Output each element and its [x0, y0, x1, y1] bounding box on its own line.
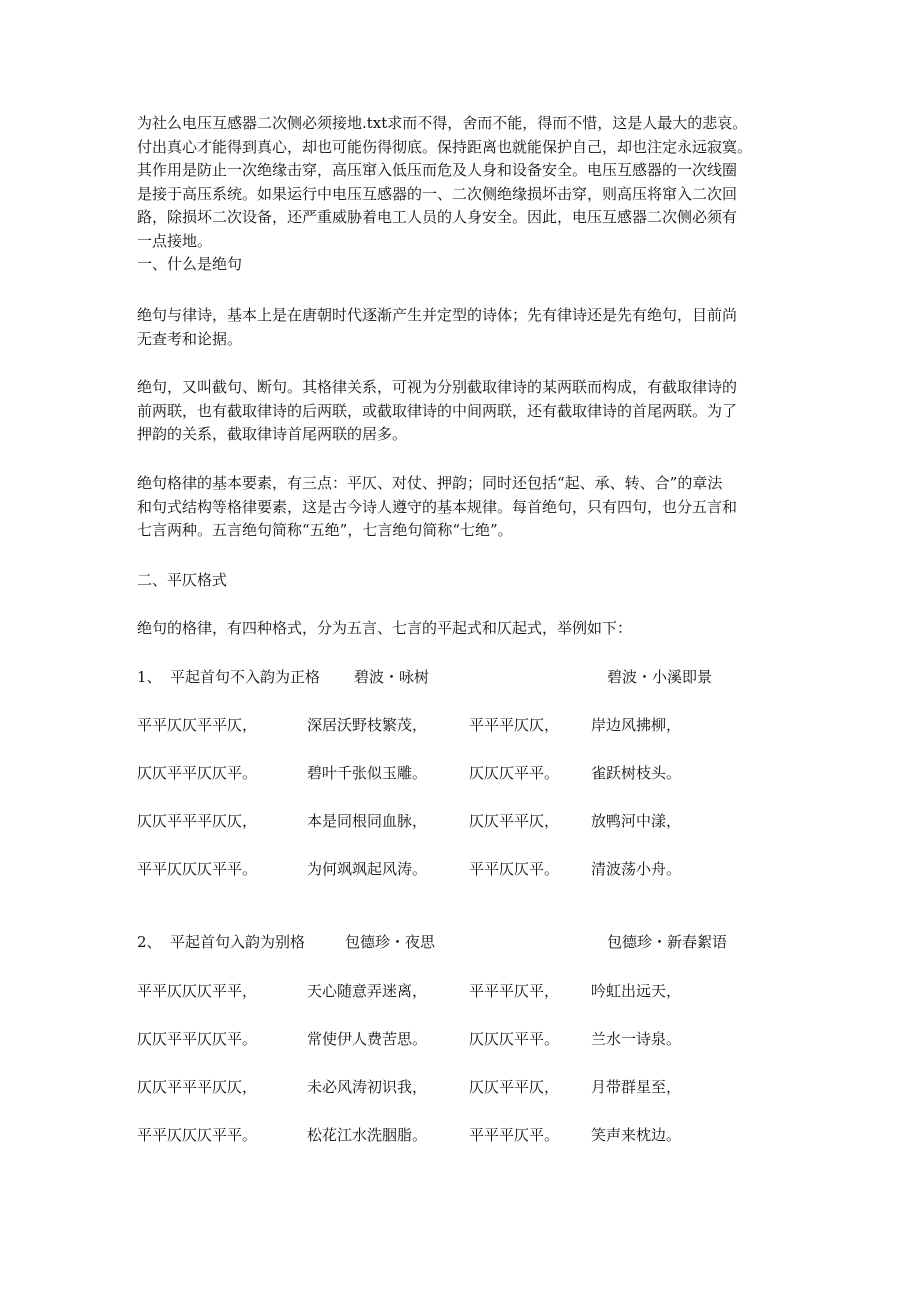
pattern1-number: 1、 — [137, 668, 162, 686]
pattern1-header — [0, 665, 920, 689]
tone-pattern-5: 仄仄仄平平。 — [469, 764, 560, 782]
poem-line-5: 雀跃树枝头。 — [591, 764, 682, 782]
intro-line: 路，除损坏二次设备，还严重威胁着电工人员的人身安全。因此，电压互感器二次侧必须有 — [137, 208, 738, 226]
poem-line-5: 清波荡小舟。 — [591, 860, 682, 878]
pattern2-row — [0, 1123, 920, 1147]
poem-line-7: 深居沃野枝繁茂， — [307, 716, 428, 734]
section2-intro: 绝句的格律，有四种格式，分为五言、七言的平起式和仄起式，举例如下： — [137, 619, 633, 637]
section1-heading: 一、什么是绝句 — [137, 255, 243, 273]
poem-line-5: 岸边风拂柳， — [591, 716, 682, 734]
section2-heading: 二、平仄格式 — [137, 571, 228, 589]
tone-pattern-7: 仄仄平平仄仄平。 — [137, 764, 258, 782]
tone-pattern-7: 平平仄仄仄平平。 — [137, 1126, 258, 1144]
pattern2-row — [0, 979, 920, 1003]
intro-line: 一点接地。 — [137, 231, 213, 250]
intro-line: 是接于高压系统。如果运行中电压互感器的一、二次侧绝缘损坏击穿，则高压将窜入二次回 — [137, 184, 738, 203]
pattern2-row — [0, 1027, 920, 1051]
poem-line-7: 天心随意弄迷离， — [307, 982, 428, 1000]
section1-paragraph-3 — [137, 472, 792, 543]
poem-line-5: 月带群星至， — [591, 1078, 682, 1096]
poem-line-5: 笑声来枕边。 — [591, 1126, 682, 1144]
intro-line: 付出真心才能得到真心，却也可能伤得彻底。保持距离也就能保护自己，却也注定永远寂寞。 — [137, 137, 753, 156]
tone-pattern-7: 仄仄平平仄仄平。 — [137, 1030, 258, 1048]
paragraph-line: 和句式结构等格律要素，这是古今诗人遵守的基本规律。每首绝句，只有四句，也分五言和 — [137, 497, 738, 516]
section1-paragraph-2 — [137, 376, 792, 447]
tone-pattern-7: 仄仄平平平仄仄， — [137, 1078, 258, 1096]
poem-line-5: 放鸭河中漾， — [591, 812, 682, 830]
pattern2-header — [0, 930, 920, 954]
paragraph-line: 绝句格律的基本要素，有三点：平仄、对仗、押韵；同时还包括“起、承、转、合”的章法 — [137, 474, 723, 492]
tone-pattern-7: 仄仄平平平仄仄， — [137, 812, 258, 830]
pattern1-row — [0, 761, 920, 785]
poem-line-7: 松花江水洗胭脂。 — [307, 1126, 428, 1144]
pattern2-row — [0, 1075, 920, 1099]
poem-line-7: 常使伊人费苦思。 — [307, 1030, 428, 1048]
tone-pattern-5: 平平平仄平， — [469, 982, 560, 1000]
tone-pattern-5: 仄仄平平仄， — [469, 812, 560, 830]
intro-line: 为社么电压互感器二次侧必须接地.txt求而不得，舍而不能，得而不惜，这是人最大的悲哀。 — [137, 114, 748, 132]
tone-pattern-5: 平平仄仄平。 — [469, 860, 560, 878]
pattern1-row — [0, 857, 920, 881]
paragraph-line: 无查考和论据。 — [137, 329, 243, 348]
tone-pattern-5: 仄仄仄平平。 — [469, 1030, 560, 1048]
pattern1-row — [0, 713, 920, 737]
paragraph-line: 绝句，又叫截句、断句。其格律关系，可视为分别截取律诗的某两联而构成，有截取律诗的 — [137, 378, 738, 396]
poem-line-5: 吟虹出远天， — [591, 982, 682, 1000]
tone-pattern-5: 平平平仄仄， — [469, 716, 560, 734]
pattern2-title: 平起首句入韵为别格 — [170, 933, 306, 951]
tone-pattern-5: 平平平仄平。 — [469, 1126, 560, 1144]
poem-line-7: 为何飒飒起风涛。 — [307, 860, 428, 878]
poem-line-5: 兰水一诗泉。 — [591, 1030, 682, 1048]
poem-line-7: 未必风涛初识我， — [307, 1078, 428, 1096]
pattern1-poem2-title: 碧波・小溪即景 — [607, 668, 713, 686]
pattern1-poem1-title: 碧波・咏树 — [354, 668, 430, 686]
paragraph-line: 七言两种。五言绝句简称“五绝”，七言绝句简称“七绝”。 — [137, 521, 513, 539]
intro-line: 其作用是防止一次绝缘击穿，高压窜入低压而危及人身和设备安全。电压互感器的一次线圈 — [137, 161, 738, 179]
paragraph-line: 前两联，也有截取律诗的后两联，或截取律诗的中间两联，还有截取律诗的首尾两联。为了 — [137, 401, 738, 420]
pattern2-number: 2、 — [137, 933, 162, 951]
section1-paragraph-1 — [137, 304, 792, 351]
poem-line-7: 本是同根同血脉， — [307, 812, 428, 830]
tone-pattern-7: 平平仄仄仄平平， — [137, 982, 258, 1000]
pattern2-poem2-title: 包德珍・新春絮语 — [607, 933, 728, 951]
tone-pattern-7: 平平仄仄平平仄， — [137, 716, 258, 734]
paragraph-line: 押韵的关系，截取律诗首尾两联的居多。 — [137, 425, 408, 443]
poem-line-7: 碧叶千张似玉雕。 — [307, 764, 428, 782]
pattern1-title: 平起首句不入韵为正格 — [170, 668, 321, 686]
tone-pattern-7: 平平仄仄仄平平。 — [137, 860, 258, 878]
pattern1-row — [0, 809, 920, 833]
pattern2-poem1-title: 包德珍・夜思 — [345, 933, 436, 951]
tone-pattern-5: 仄仄平平仄， — [469, 1078, 560, 1096]
paragraph-line: 绝句与律诗，基本上是在唐朝时代逐渐产生并定型的诗体；先有律诗还是先有绝句，目前尚 — [137, 306, 738, 324]
intro-paragraph — [137, 112, 792, 277]
